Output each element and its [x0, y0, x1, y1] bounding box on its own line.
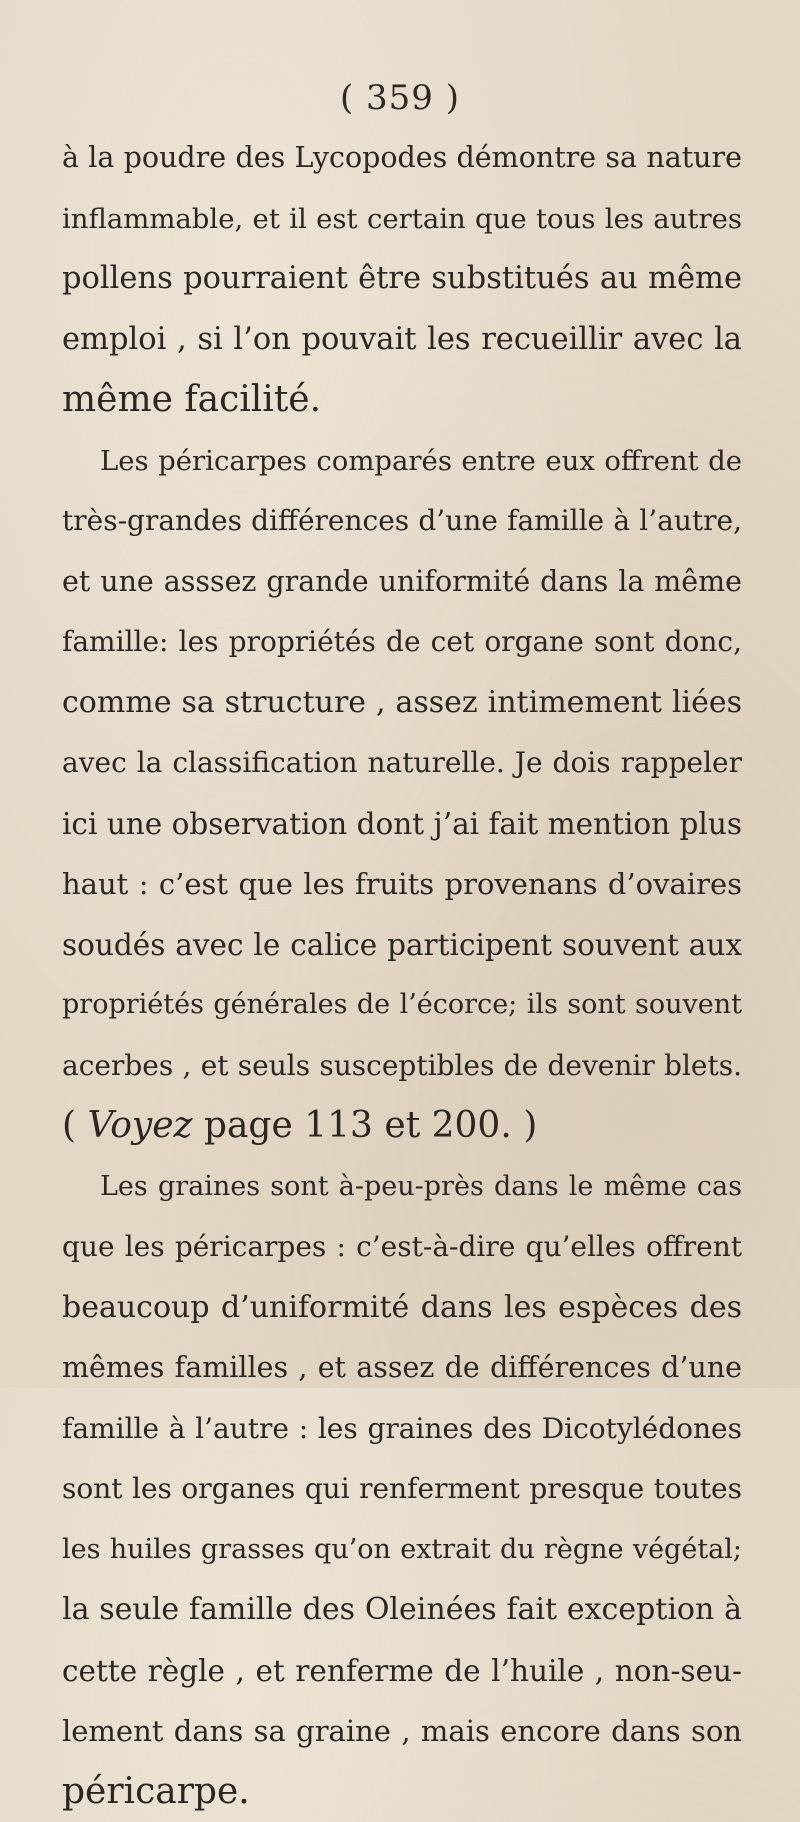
- text-line: inflammable, et il est certain que tous les autres: [62, 189, 742, 250]
- text-line: cette règle , et renferme de l’huile , non-seu-: [62, 1641, 742, 1702]
- text-line: et une asssez grande uniformité dans la même: [62, 552, 742, 613]
- text-line: beaucoup d’uniformité dans les espèces des: [62, 1278, 742, 1339]
- paragraph-start-line: Les péricarpes comparés entre eux offrent de: [62, 431, 742, 492]
- text-line: famille à l’autre : les graines des Dicotylédones: [62, 1399, 742, 1460]
- text-line: comme sa structure , assez intimement liées: [62, 673, 742, 734]
- text-line: mêmes familles , et assez de différences d’une: [62, 1338, 742, 1399]
- text-line: sont les organes qui renferment presque toutes: [62, 1459, 742, 1520]
- text-line: acerbes , et seuls susceptibles de devenir blets.: [62, 1036, 742, 1097]
- text-line: même facilité.: [62, 370, 742, 431]
- text-line: pollens pourraient être substitués au même: [62, 249, 742, 310]
- text-line: à la poudre des Lycopodes démontre sa nature: [62, 128, 742, 189]
- text-line: péricarpe.: [62, 1762, 742, 1822]
- paragraph-start-line: Les graines sont à-peu-près dans le même cas: [62, 1157, 742, 1218]
- reference-open: (: [62, 1105, 88, 1146]
- text-line: ici une observation dont j’ai fait mention plus: [62, 794, 742, 855]
- text-line: très-grandes différences d’une famille à l’autre,: [62, 491, 742, 552]
- reference-italic: Voyez: [88, 1105, 193, 1146]
- text-line: emploi , si l’on pouvait les recueillir avec la: [62, 310, 742, 371]
- reference-rest: page 113 et 200. ): [192, 1105, 537, 1146]
- body-text: [62, 128, 742, 1822]
- text-line: soudés avec le calice participent souvent aux: [62, 915, 742, 976]
- text-line: propriétés générales de l’écorce; ils sont souvent: [62, 975, 742, 1036]
- text-line: haut : c’est que les fruits provenans d’ovaires: [62, 854, 742, 915]
- text-line: famille: les propriétés de cet organe sont donc,: [62, 612, 742, 673]
- text-line: que les péricarpes : c’est-à-dire qu’elles offrent: [62, 1217, 742, 1278]
- text-line: les huiles grasses qu’on extrait du règne végétal;: [62, 1520, 742, 1581]
- text-line: avec la classification naturelle. Je dois rappeler: [62, 733, 742, 794]
- text-line: lement dans sa graine , mais encore dans son: [62, 1701, 742, 1762]
- text-line: la seule famille des Oleinées fait exception à: [62, 1580, 742, 1641]
- cross-reference-line: [62, 1096, 742, 1157]
- page-number: ( 359 ): [0, 78, 800, 118]
